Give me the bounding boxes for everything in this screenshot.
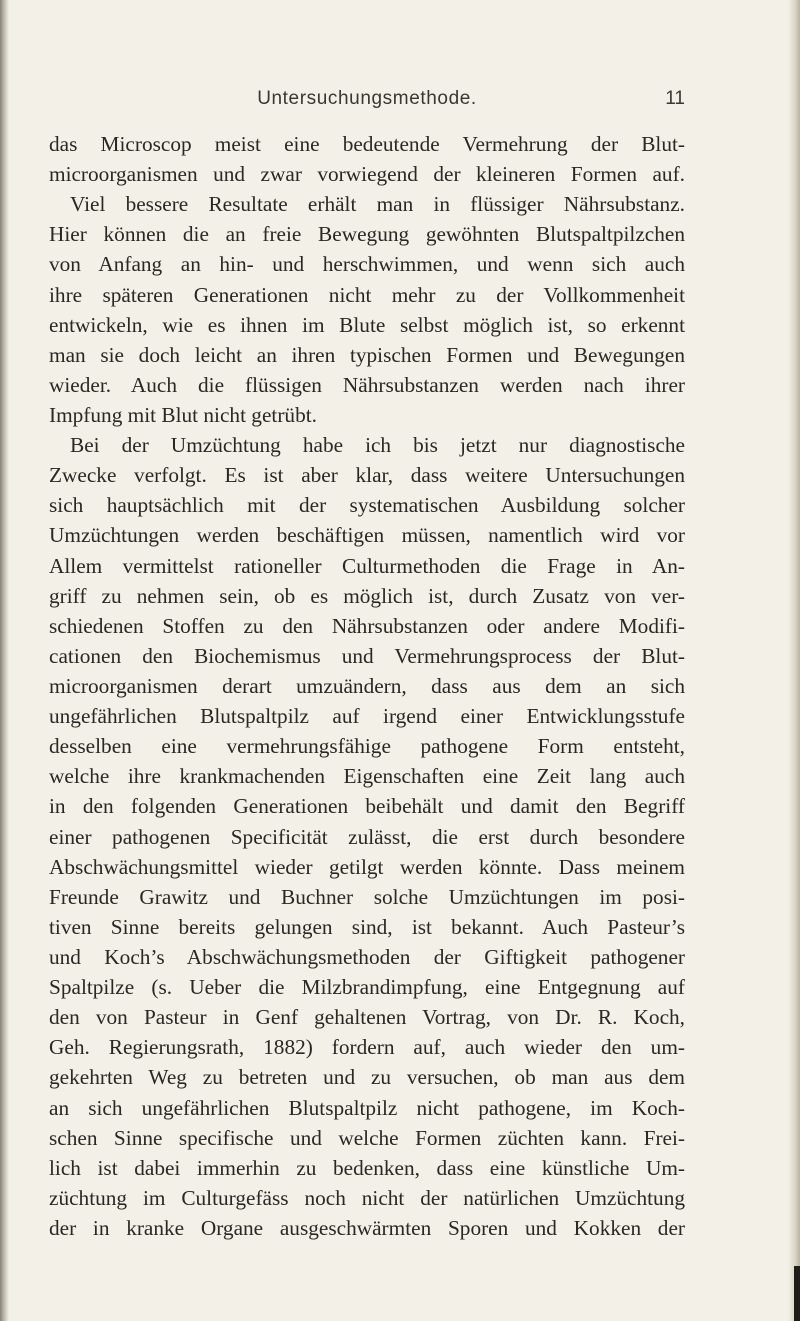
text-line: griff zu nehmen sein, ob es möglich ist, durch Zusatz von ver-	[49, 583, 685, 608]
text-line: an sich ungefährlichen Blutspaltpilz nicht pathogene, im Koch-	[49, 1095, 685, 1120]
text-line: Freunde Grawitz und Buchner solche Umzüchtungen im posi-	[49, 884, 685, 909]
text-line: in den folgenden Generationen beibehält und damit den Begriff	[49, 794, 685, 819]
text-line: Impfung mit Blut nicht getrübt.	[49, 402, 317, 427]
text-line: Umzüchtungen werden beschäftigen müssen, namentlich wird vor	[49, 523, 685, 548]
text-line: einer pathogenen Specificität zulässt, die erst durch besondere	[49, 824, 685, 849]
text-line: tiven Sinne bereits gelungen sind, ist bekannt. Auch Pasteur’s	[49, 914, 685, 939]
text-line: und Koch’s Abschwächungsmethoden der Giftigkeit pathogener	[49, 944, 685, 969]
text-line: cationen den Biochemismus und Vermehrungsprocess der Blut-	[49, 643, 685, 668]
text-line: Abschwächungsmittel wieder getilgt werden könnte. Dass meinem	[49, 854, 685, 879]
running-title: Untersuchungsmethode.	[257, 88, 477, 109]
text-line: ihre späteren Generationen nicht mehr zu der Vollkommenheit	[49, 282, 685, 307]
text-line: züchtung im Culturgefäss noch nicht der natürlichen Umzüchtung	[49, 1185, 685, 1210]
page-left-edge-shadow	[0, 0, 9, 1321]
text-line: schen Sinne specifische und welche Formen züchten kann. Frei-	[49, 1125, 685, 1150]
text-line: ungefährlichen Blutspaltpilz auf irgend einer Entwicklungsstufe	[49, 704, 685, 729]
page-right-edge-shadow	[788, 0, 800, 1321]
text-line: den von Pasteur in Genf gehaltenen Vortrag, von Dr. R. Koch,	[49, 1005, 685, 1030]
text-line: welche ihre krankmachenden Eigenschaften eine Zeit lang auch	[49, 764, 685, 789]
page-header	[49, 88, 685, 114]
page-number: 11	[665, 88, 685, 109]
text-line: man sie doch leicht an ihren typischen Formen und Bewegungen	[49, 342, 685, 367]
text-line: Geh. Regierungsrath, 1882) fordern auf, auch wieder den um-	[49, 1035, 685, 1060]
text-line: gekehrten Weg zu betreten und zu versuchen, ob man aus dem	[49, 1065, 685, 1090]
text-line: Viel bessere Resultate erhält man in flüssiger Nährsubstanz.	[70, 192, 685, 217]
text-line: Bei der Umzüchtung habe ich bis jetzt nur diagnostische	[70, 433, 685, 458]
body-text	[49, 129, 685, 1243]
text-line: von Anfang an hin- und herschwimmen, und wenn sich auch	[49, 252, 685, 277]
text-line: lich ist dabei immerhin zu bedenken, dass eine künstliche Um-	[49, 1155, 685, 1180]
text-line: sich hauptsächlich mit der systematischen Ausbildung solcher	[49, 493, 685, 518]
text-line: Allem vermittelst rationeller Culturmethoden die Frage in An-	[49, 553, 685, 578]
text-line: wieder. Auch die flüssigen Nährsubstanzen werden nach ihrer	[49, 372, 685, 397]
text-line: Spaltpilze (s. Ueber die Milzbrandimpfung, eine Entgegnung auf	[49, 975, 685, 1000]
text-line: desselben eine vermehrungsfähige pathogene Form entsteht,	[49, 734, 685, 759]
page-edge-mark	[794, 1266, 800, 1321]
text-line: schiedenen Stoffen zu den Nährsubstanzen oder andere Modifi-	[49, 613, 685, 638]
text-line: entwickeln, wie es ihnen im Blute selbst möglich ist, so erkennt	[49, 312, 685, 337]
text-line: microorganismen derart umzuändern, dass aus dem an sich	[49, 673, 685, 698]
text-line: Hier können die an freie Bewegung gewöhnten Blutspaltpilzchen	[49, 222, 685, 247]
text-line: microorganismen und zwar vorwiegend der kleineren Formen auf.	[49, 162, 685, 187]
text-line: Zwecke verfolgt. Es ist aber klar, dass weitere Untersuchungen	[49, 463, 685, 488]
text-line: der in kranke Organe ausgeschwärmten Sporen und Kokken der	[49, 1215, 685, 1240]
text-line: das Microscop meist eine bedeutende Vermehrung der Blut-	[49, 132, 685, 156]
